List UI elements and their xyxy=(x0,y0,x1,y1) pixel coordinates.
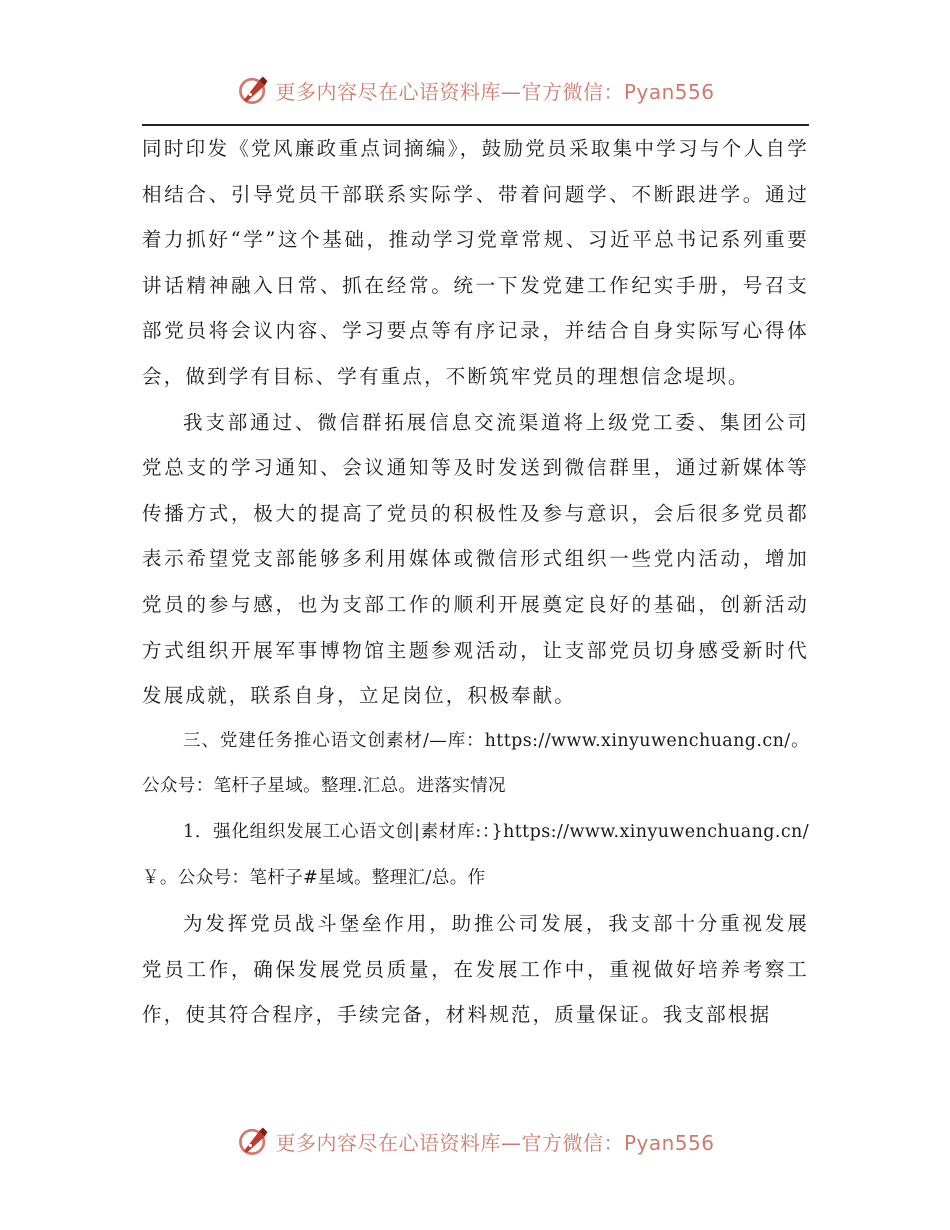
footer-banner xyxy=(0,1121,950,1161)
header-banner xyxy=(0,70,950,110)
subsection-heading-1: 1．强化组织发展工心语文创|素材库:：}https://www.xinyuwenchuang.cn/￥。公众号：笔杆子#星域。整理汇/总。作 xyxy=(142,821,809,888)
paragraph-5: 为发挥党员战斗堡垒作用，助推公司发展，我支部十分重视发展党员工作，确保发展党员质量，在发展工作中，重视做好培养考察工作，使其符合程序，手续完备，材料规范，质量保证。我支部根据 xyxy=(142,912,809,1027)
document-body xyxy=(142,126,809,1038)
paragraph-2: 我支部通过、微信群拓展信息交流渠道将上级党工委、集团公司党总支的学习通知、会议通知等及时发送到微信群里，通过新媒体等传播方式，极大的提高了党员的积极性及参与意识，会后很多党员都表示希望党支部能够多利用媒体或微信形式组织一些党内活动，增加党员的参与感，也为支部工作的顺利开展奠定良好的基础，创新活动方式组织开展军事博物馆主题参观活动，让支部党员切身感受新时代发展成就，联系自身，立足岗位，积极奉献。 xyxy=(142,410,809,708)
pen-nib-logo-icon xyxy=(235,1123,271,1159)
pen-nib-logo-icon xyxy=(235,72,271,108)
paragraph-1: 同时印发《党风廉政重点词摘编》，鼓励党员采取集中学习与个人自学相结合、引导党员干部联系实际学、带着问题学、不断跟进学。通过着力抓好“学”这个基础，推动学习党章常规、习近平总书记系列重要讲话精神融入日常、抓在经常。统一下发党建工作纪实手册，号召支部党员将会议内容、学习要点等有序记录，并结合自身实际写心得体会，做到学有目标、学有重点，不断筑牢党员的理想信念堤坝。 xyxy=(142,137,809,388)
footer-banner-text: 更多内容尽在心语资料库—官方微信：Pyan556 xyxy=(275,1130,715,1155)
section-heading-3: 三、党建任务推心语文创素材/—库：https://www.xinyuwenchuang.cn/。公众号：笔杆子星域。整理.汇总。进落实情况 xyxy=(142,730,809,797)
header-banner-text: 更多内容尽在心语资料库—官方微信：Pyan556 xyxy=(275,79,715,104)
